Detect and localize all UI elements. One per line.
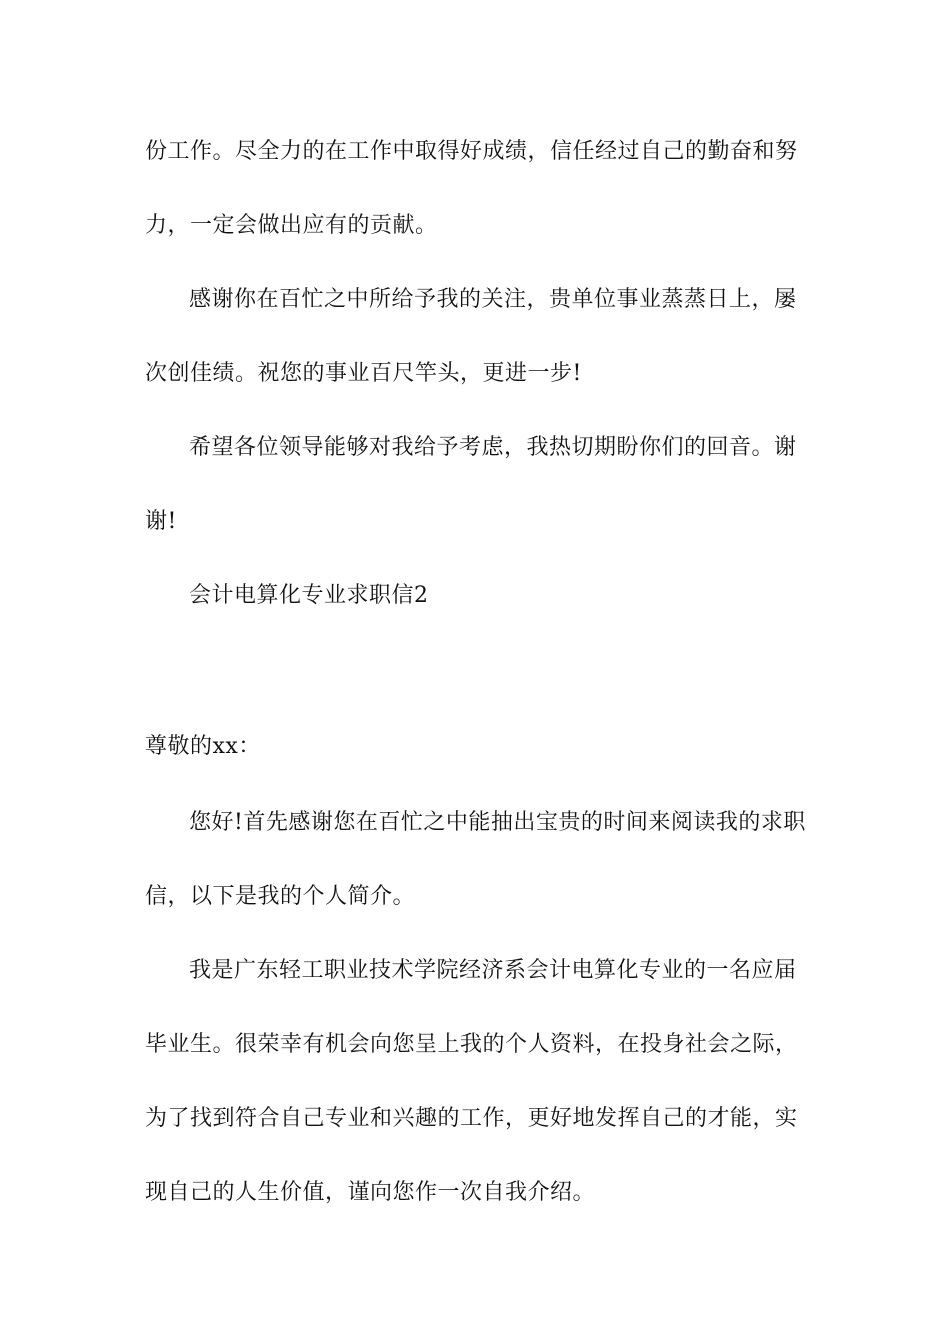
- body-text-line: 信，以下是我的个人简介。: [145, 884, 416, 909]
- body-text-line: 为了找到符合自己专业和兴趣的工作，更好地发挥自己的才能，实: [145, 1106, 798, 1131]
- section-title: 会计电算化专业求职信2: [189, 583, 429, 608]
- body-text-line: 次创佳绩。祝您的事业百尺竿头，更进一步!: [145, 361, 582, 386]
- body-text-line: 毕业生。很荣幸有机会向您呈上我的个人资料，在投身社会之际，: [145, 1032, 798, 1057]
- paragraph-first-line: 您好!首先感谢您在百忙之中能抽出宝贵的时间来阅读我的求职: [189, 810, 806, 835]
- paragraph-first-line: 感谢你在百忙之中所给予我的关注，贵单位事业蒸蒸日上，屡: [189, 287, 797, 312]
- paragraph-first-line: 我是广东轻工职业技术学院经济系会计电算化专业的一名应届: [189, 958, 797, 983]
- body-text-line: 力，一定会做出应有的贡献。: [145, 213, 438, 238]
- salutation: 尊敬的xx：: [145, 734, 261, 759]
- body-text-line: 份工作。尽全力的在工作中取得好成绩，信任经过自己的勤奋和努: [145, 139, 798, 164]
- body-text-line: 现自己的人生价值，谨向您作一次自我介绍。: [145, 1180, 596, 1205]
- body-text-line: 谢!: [145, 509, 177, 534]
- paragraph-first-line: 希望各位领导能够对我给予考虑，我热切期盼你们的回音。谢: [189, 435, 797, 460]
